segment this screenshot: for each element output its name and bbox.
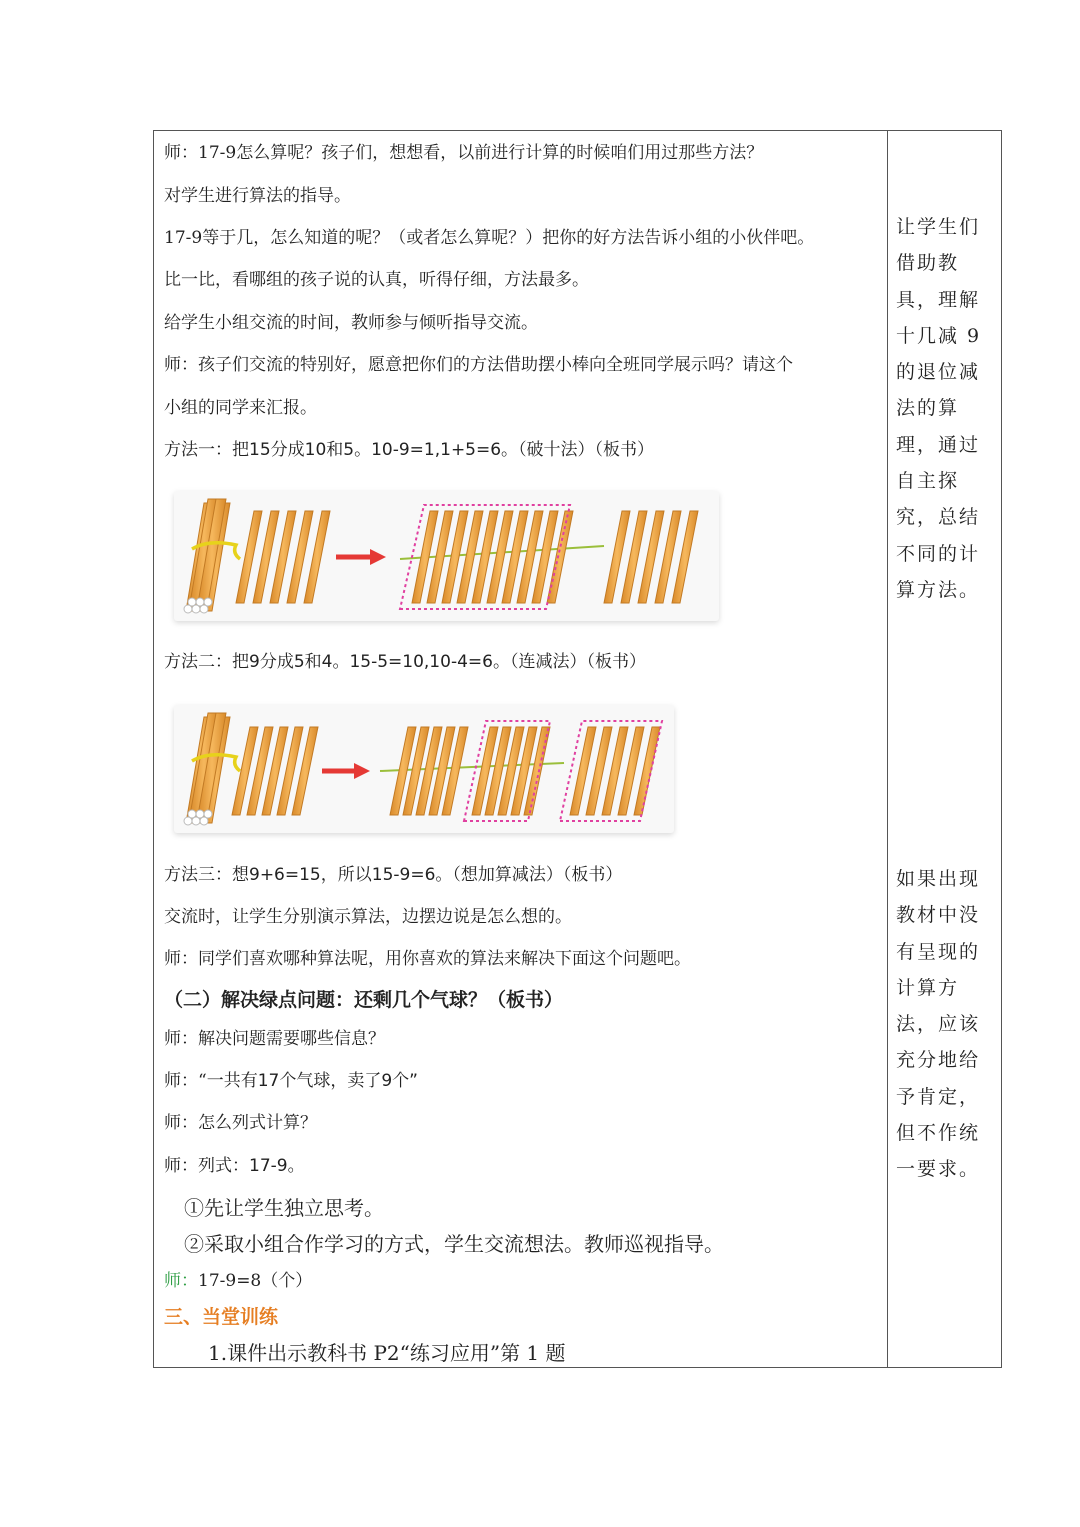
method-three [164,864,622,886]
five-sticks-right [570,727,660,815]
text-line: 师：17-9怎么算呢？孩子们，想想看，以前进行计算的时候咱们用过那些方法？ [164,143,764,163]
note-line: 自主探 [896,470,960,493]
method-three-body: 9+6=15，所以15-9=6。 [249,865,453,885]
sticks-figure-method-two [174,705,674,833]
lesson-table [153,130,1002,1368]
column-divider [887,131,888,1367]
note-line: 具，理解 [896,288,981,311]
note-line: 但不作统 [896,1122,981,1145]
note-line: 教材中没 [896,904,981,927]
ten-sticks-middle [412,511,573,603]
ten-sticks-middle [390,727,550,815]
note-line: 法的算 [896,397,960,420]
sticks-illustration [174,705,674,833]
method-two-prefix: 方法二：把 [164,652,249,672]
note-line: 究，总结 [896,506,981,529]
step-one: ①先让学生独立思考。 [184,1196,384,1220]
note-line: 如果出现 [896,868,981,890]
method-one [164,439,654,461]
note-line: 一要求。 [896,1158,981,1181]
note-line: 充分地给 [896,1049,981,1072]
note-line: 有呈现的 [896,940,981,963]
method-one-prefix: 方法一：把 [164,440,249,460]
text-line: 师：解决问题需要哪些信息？ [164,1029,385,1049]
red-arrow [322,763,370,779]
method-three-suffix: （想加算减法）（板书） [452,865,623,885]
text-line: 比一比，看哪组的孩子说的认真，听得仔细，方法最多。 [164,270,589,290]
line-body: 17-9。 [249,1156,305,1176]
text-line: 师：孩子们交流的特别好，愿意把你们的方法借助摆小棒向全班同学展示吗？请这个 [164,355,793,375]
line-prefix: 师：列式： [164,1156,249,1176]
method-three-prefix: 方法三：想 [164,865,249,885]
text-line: 交流时，让学生分别演示算法，边摆边说是怎么想的。 [164,907,572,927]
teacher-label: 师： [164,1271,198,1291]
text-line: 小组的同学来汇报。 [164,398,317,418]
note-line: 算方法。 [896,578,981,601]
five-sticks-left [236,511,330,603]
text-line: 师：同学们喜欢哪种算法呢，用你喜欢的算法来解决下面这个问题吧。 [164,949,691,969]
text-line: 17-9等于几，怎么知道的呢？（或者怎么算呢？）把你的好方法告诉小组的小伙伴吧。 [164,228,815,248]
line-prefix: 师：“一共有 [164,1071,258,1091]
side-note-two [896,861,996,1188]
method-one-body: 15分成10和5。10-9=1,1+5=6。 [249,440,519,460]
practice-heading: 三、当堂训练 [164,1306,279,1328]
note-line: 理，通过 [896,433,981,456]
step-two: ②采取小组合作学习的方式，学生交流想法。教师巡视指导。 [184,1232,724,1256]
note-line: 计算方 [896,976,960,999]
method-two-body: 9分成5和4。15-5=10,10-4=6。 [249,652,510,672]
method-two [164,651,646,673]
note-line: 予肯定， [896,1085,981,1108]
section-heading: （二）解决绿点问题：还剩几个气球？（板书） [164,989,564,1011]
text-line [164,1155,305,1177]
note-line: 不同的计 [896,542,981,565]
text-line: 师：怎么列式计算？ [164,1113,317,1133]
method-two-suffix: （连减法）（板书） [509,652,646,672]
teacher-answer [164,1270,312,1292]
note-line: 十几减 9 [896,324,982,347]
text-line [164,1070,418,1092]
red-arrow [336,549,386,565]
text-line: 对学生进行算法的指导。 [164,186,351,206]
bundle-of-ten [184,713,240,825]
bundle-of-ten [184,499,240,613]
note-line: 法，应该 [896,1013,981,1036]
note-line: 借助教 [896,252,960,275]
side-note-one [896,209,996,608]
five-sticks-right [604,511,698,603]
text-line: 给学生小组交流的时间，教师参与倾听指导交流。 [164,313,538,333]
five-sticks-left [232,727,318,815]
answer-text: 17-9=8（个） [198,1271,313,1291]
sticks-illustration [174,491,719,621]
line-body: 17个气球，卖了9个” [257,1071,418,1091]
exercise-item: 1.课件出示教科书 P2“练习应用”第 1 题 [208,1341,566,1365]
note-line: 的退位减 [896,361,981,384]
method-one-suffix: （破十法）（板书） [518,440,655,460]
note-line: 让学生们 [896,216,981,238]
sticks-figure-method-one [174,491,719,621]
